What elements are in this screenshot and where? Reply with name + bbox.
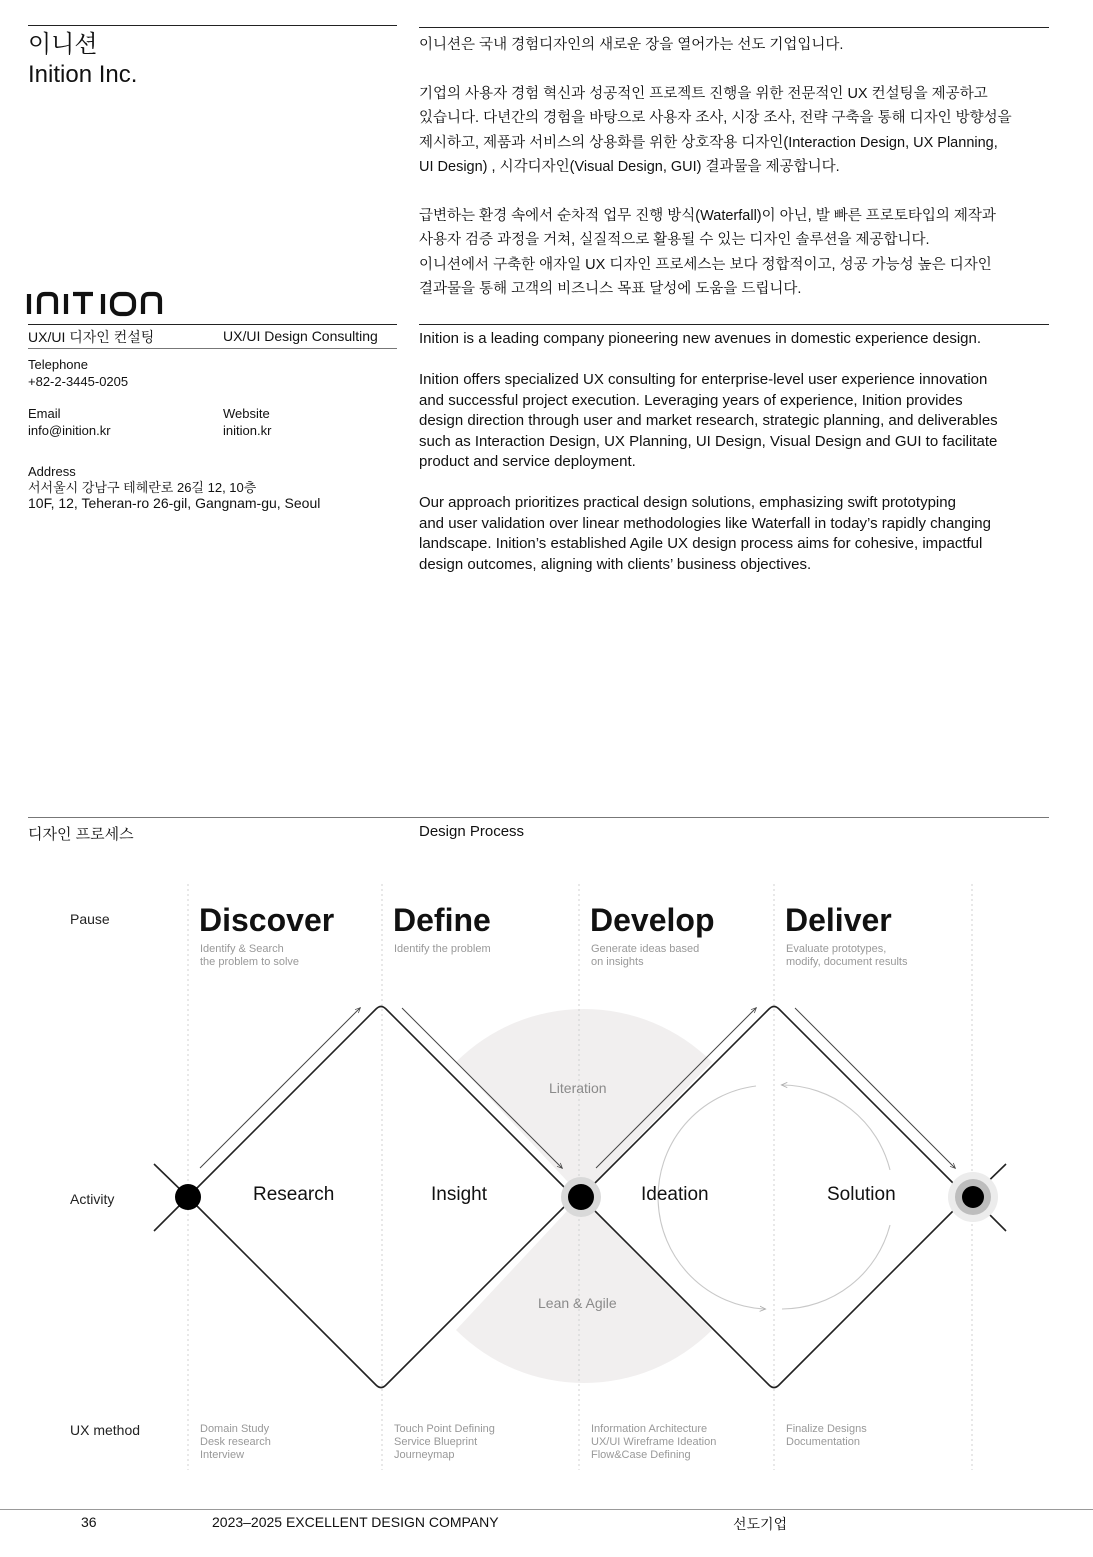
phase-title-deliver: Deliver: [785, 902, 892, 938]
row-label-pause: Pause: [70, 911, 110, 927]
activity-ideation: Ideation: [641, 1184, 709, 1205]
phase-title-develop: Develop: [590, 902, 715, 938]
telephone-label: Telephone: [28, 357, 88, 372]
literation-label: Literation: [549, 1080, 607, 1096]
row-label-activity: Activity: [70, 1191, 115, 1207]
intro-en-p2-line3: design direction through user and market research, strategic planning, and deliverables: [419, 412, 998, 429]
email-label: Email: [28, 406, 61, 421]
footer-rule: [0, 1509, 1093, 1510]
phase-title-discover: Discover: [199, 902, 335, 938]
activity-research: Research: [253, 1184, 335, 1205]
intro-en-p3-line3: landscape. Inition’s established Agile UX design process aims for cohesive, impactful: [419, 535, 983, 552]
intro-ko-p1: 이니션은 국내 경험디자인의 새로운 장을 열어가는 선도 기업입니다.: [419, 37, 844, 53]
phase-sub-deliver-line1: Evaluate prototypes,: [786, 943, 887, 955]
node-mid: [568, 1184, 594, 1210]
method-item: Journeymap: [394, 1449, 455, 1461]
methods-discover: [200, 1423, 370, 1462]
company-name-ko: 이니션: [28, 31, 98, 58]
intro-en-p2-line4: such as Interaction Design, UX Planning, UI Design, Visual Design and GUI to facilitate: [419, 432, 998, 450]
intro-ko-p3-line1: 급변하는 환경 속에서 순차적 업무 진행 방식(Waterfall)이 아닌, 발 빠른 프로토타입의 제작과: [419, 207, 996, 224]
website-value[interactable]: inition.kr: [223, 423, 272, 438]
phase-title-define: Define: [393, 902, 491, 938]
method-item: Touch Point Defining: [394, 1423, 495, 1435]
phase-sub-develop-line2: on insights: [591, 956, 644, 968]
method-item: Interview: [200, 1449, 245, 1461]
intro-ko-p3-line2: 사용자 검증 과정을 거쳐, 실질적으로 활용될 수 있는 디자인 솔루션을 제공합니다.: [419, 232, 930, 248]
phase-sub-define-line1: Identify the problem: [394, 943, 491, 955]
method-item: UX/UI Wireframe Ideation: [591, 1436, 717, 1448]
address-en: 10F, 12, Teheran-ro 26-gil, Gangnam-gu, Seoul: [28, 495, 321, 511]
website-label: Website: [223, 406, 270, 421]
intro-en-p1: Inition is a leading company pioneering new avenues in domestic experience design.: [419, 330, 982, 347]
intro-ko-p2-line3: 제시하고, 제품과 서비스의 상용화를 위한 상호작용 디자인(Interaction Design, UX Planning,: [419, 134, 998, 151]
email-value[interactable]: info@inition.kr: [28, 423, 111, 438]
service-name-en: UX/UI Design Consulting: [223, 328, 378, 344]
address-label: Address: [28, 464, 76, 479]
process-title-en: Design Process: [419, 823, 525, 840]
method-item: Domain Study: [200, 1423, 270, 1435]
phase-sub-deliver: [786, 943, 956, 969]
lens-shade: [456, 1009, 712, 1196]
address-ko: 서서울시 강남구 테헤란로 26길 12, 10층: [28, 480, 257, 495]
phase-sub-discover: [200, 943, 370, 969]
method-item: Service Blueprint: [394, 1436, 478, 1448]
node-start: [175, 1184, 201, 1210]
arrow-deliver: [795, 1008, 955, 1168]
intro-en-p3-line1: Our approach prioritizes practical design solutions, emphasizing swift prototyping: [419, 494, 956, 511]
method-item: Finalize Designs: [786, 1423, 867, 1435]
footer-category: 선도기업: [733, 1516, 788, 1532]
method-item: Desk research: [200, 1436, 271, 1448]
phase-sub-define: [394, 943, 564, 956]
intro-ko-p3-line4: 결과물을 통해 고객의 비즈니스 목표 달성에 도움을 드립니다.: [419, 281, 802, 297]
methods-define: [394, 1423, 564, 1462]
intro-ko-p3-line3: 이니션에서 구축한 애자일 UX 디자인 프로세스는 보다 정합적이고, 성공 가능성 높은 디자인: [419, 256, 992, 273]
phase-sub-deliver-line2: modify, document results: [786, 956, 908, 968]
intro-en-p3-line4: design outcomes, aligning with clients’ business objectives.: [419, 555, 812, 573]
arrow-discover: [200, 1008, 360, 1168]
phase-sub-discover-line1: Identify & Search: [200, 943, 284, 955]
page-number: 36: [81, 1514, 97, 1530]
intro-en-p2-line2: and successful project execution. Leveraging years of experience, Inition provides: [419, 391, 963, 409]
activity-insight: Insight: [431, 1184, 487, 1205]
intro-en-p2-line1: Inition offers specialized UX consulting for enterprise-level user experience innovation: [419, 371, 988, 388]
intro-ko-p2-line2: 있습니다. 다년간의 경험을 바탕으로 사용자 조사, 시장 조사, 전략 구축을 통해 디자인 방향성을: [419, 110, 1012, 126]
methods-develop: [591, 1423, 761, 1462]
intro-en-p3-line2: and user validation over linear methodologies like Waterfall in today’s rapidly changing: [419, 514, 991, 532]
activity-solution: Solution: [827, 1184, 896, 1205]
intro-ko-p2-line4: UI Design) , 시각디자인(Visual Design, GUI) 결과물을 제공합니다.: [419, 159, 840, 175]
lean-agile-label: Lean & Agile: [538, 1295, 617, 1311]
company-name-en: Inition Inc.: [28, 61, 138, 88]
loop-arc-right: [782, 1225, 890, 1309]
service-name-ko: UX/UI 디자인 컨설팅: [28, 329, 155, 345]
phase-sub-discover-line2: the problem to solve: [200, 956, 300, 968]
telephone-value: +82-2-3445-0205: [28, 374, 129, 389]
phase-sub-develop-line1: Generate ideas based: [591, 943, 700, 955]
method-item: Documentation: [786, 1436, 860, 1448]
node-end: [962, 1186, 984, 1208]
method-item: Information Architecture: [591, 1423, 708, 1435]
phase-sub-develop: [591, 943, 761, 969]
loop-arc-top: [782, 1085, 890, 1170]
intro-en-p2-line5: product and service deployment.: [419, 453, 636, 470]
method-item: Flow&Case Defining: [591, 1449, 691, 1461]
methods-deliver: [786, 1423, 956, 1449]
intro-ko-p2-line1: 기업의 사용자 경험 혁신과 성공적인 프로젝트 진행을 위한 전문적인 UX 컨설팅을 제공하고: [419, 85, 988, 102]
process-title-ko: 디자인 프로세스: [28, 826, 134, 843]
footer-program: 2023–2025 EXCELLENT DESIGN COMPANY: [212, 1514, 499, 1530]
row-label-ux-method: UX method: [70, 1422, 141, 1438]
